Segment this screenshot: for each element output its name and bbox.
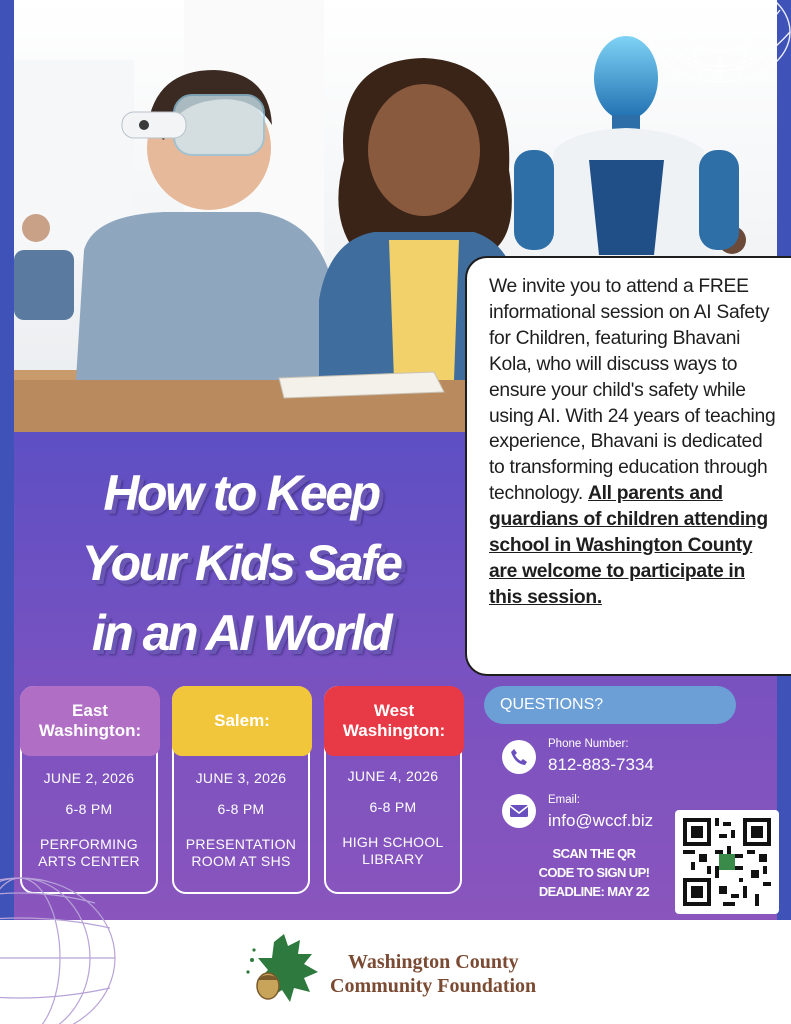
left-edge-strip	[0, 0, 14, 920]
questions-heading	[484, 686, 736, 724]
email-address[interactable]: info@wccf.biz	[548, 811, 654, 830]
event-time: 6-8 PM	[65, 801, 113, 817]
org-line-1: Washington County	[348, 951, 519, 973]
scan-line-1: SCAN THE QR	[552, 846, 636, 861]
event-date: JUNE 2, 2026	[43, 770, 135, 786]
organization-name	[330, 950, 536, 998]
qr-code[interactable]	[675, 810, 779, 914]
event-location: Salem:	[214, 711, 270, 730]
scan-line-2: CODE TO SIGN UP!	[538, 865, 650, 880]
event-card-header	[324, 686, 464, 756]
qr-code-pattern	[683, 818, 771, 906]
description-text	[489, 274, 777, 611]
event-date: JUNE 3, 2026	[195, 770, 287, 786]
phone-label: Phone Number:	[548, 738, 629, 750]
email-label: Email:	[548, 794, 580, 806]
event-venue-line-2: ROOM AT SHS	[191, 853, 291, 869]
phone-number[interactable]: 812-883-7334	[548, 755, 654, 774]
description-body: We invite you to attend a FREE informational session on AI Safety for Children, featuring Bhavani Kola, who will discuss ways to ensure your child's safety while using AI. With 24 years of teaching experience, Bhavani is dedicated to transforming education through technology.	[489, 276, 776, 505]
title-line-2: Your Kids Safe	[81, 535, 401, 591]
acorn-leaf-logo	[244, 932, 326, 1012]
event-location: East Washington:	[38, 701, 142, 740]
phone-icon	[502, 740, 536, 774]
event-card-salem	[172, 686, 310, 894]
event-card-header	[20, 686, 160, 756]
scan-line-3: DEADLINE: MAY 22	[538, 884, 650, 899]
event-card-west-washington	[324, 686, 462, 894]
questions-heading-text: QUESTIONS?	[500, 696, 604, 713]
event-venue-line-2: LIBRARY	[362, 851, 424, 867]
event-venue-line-1: PRESENTATION	[185, 836, 297, 852]
event-venue-line-1: PERFORMING	[40, 836, 138, 852]
title-line-1: How to Keep	[103, 465, 379, 521]
event-card-header	[172, 686, 312, 756]
event-location: West Washington:	[342, 701, 446, 740]
event-venue-line-2: ARTS CENTER	[38, 853, 140, 869]
title-line-3: in an AI World	[91, 605, 391, 661]
description-box	[465, 256, 791, 676]
event-date: JUNE 4, 2026	[347, 768, 439, 784]
event-time: 6-8 PM	[217, 801, 265, 817]
event-time: 6-8 PM	[369, 799, 417, 815]
page-title	[18, 458, 464, 668]
event-card-east-washington	[20, 686, 158, 894]
event-venue-line-1: HIGH SCHOOL	[342, 834, 444, 850]
wireframe-sphere-decoration	[0, 868, 120, 1024]
org-line-2: Community Foundation	[330, 975, 537, 997]
description-emphasis: All parents and guardians of children attending school in Washington County are welcome to participate in this session.	[489, 483, 768, 608]
wireframe-torus-decoration	[640, 0, 791, 100]
envelope-icon	[502, 794, 536, 828]
scan-instructions	[520, 844, 668, 901]
